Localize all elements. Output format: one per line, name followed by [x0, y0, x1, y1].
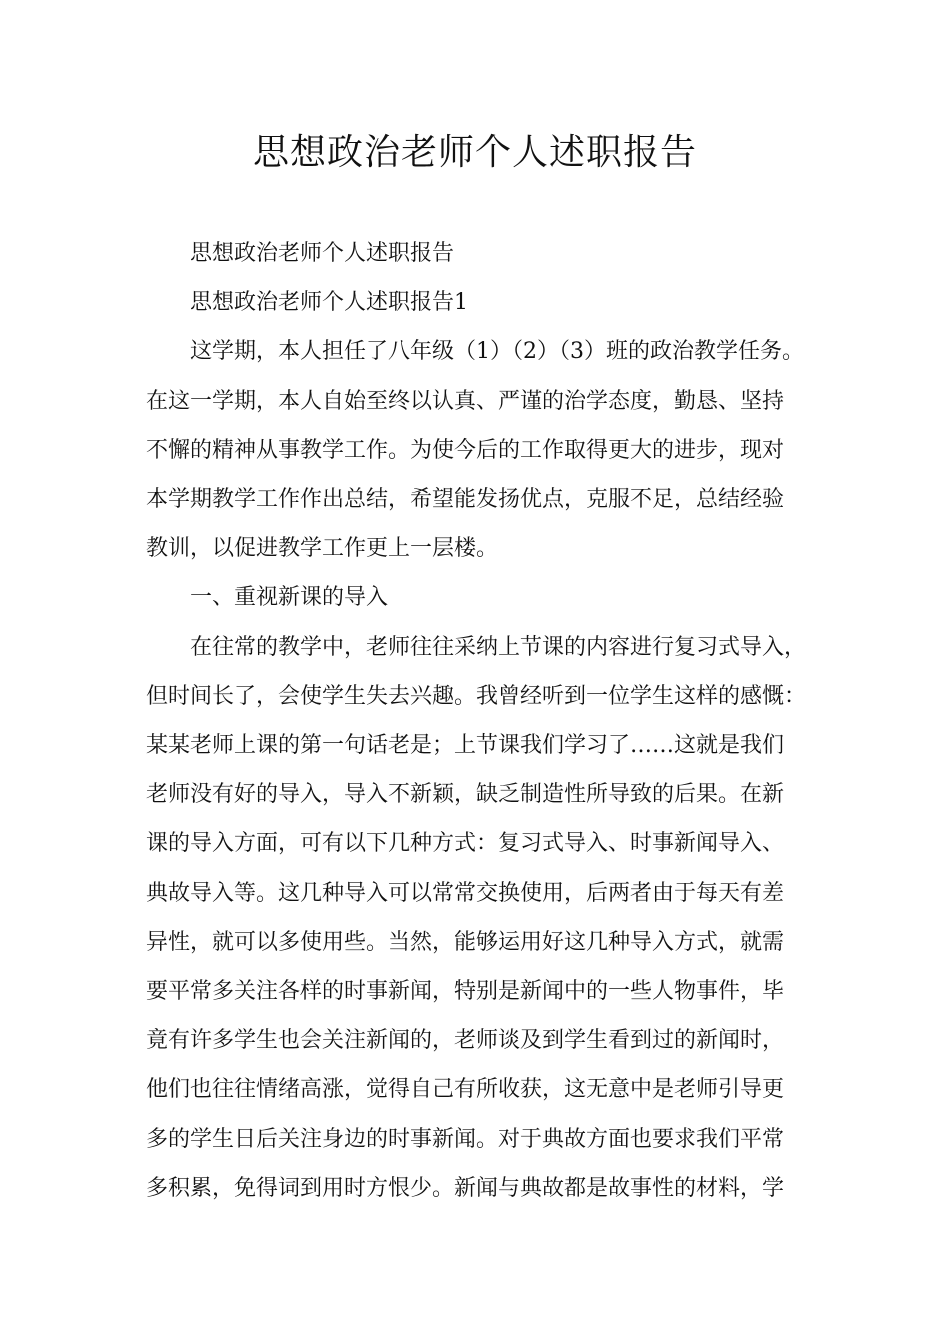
- document-subtitle: 思想政治老师个人述职报告: [190, 241, 455, 266]
- intro-line: 教训，以促进教学工作更上一层楼。: [146, 536, 499, 562]
- point-line: 典故导入等。这几种导入可以常常交换使用，后两者由于每天有差: [146, 880, 785, 906]
- point-line: 课的导入方面，可有以下几种方式：复习式导入、时事新闻导入、: [146, 831, 785, 857]
- point-line: 某某老师上课的第一句话老是；上节课我们学习了……这就是我们: [146, 733, 785, 759]
- point-line: 在往常的教学中，老师往往采纳上节课的内容进行复习式导入，: [190, 634, 807, 660]
- point-line: 异性，就可以多使用些。当然，能够运用好这几种导入方式，就需: [146, 929, 785, 955]
- point-line: 竟有许多学生也会关注新闻的，老师谈及到学生看到过的新闻时，: [146, 1028, 785, 1054]
- intro-line: 不懈的精神从事教学工作。为使今后的工作取得更大的进步，现对: [146, 437, 785, 463]
- document-body: [146, 229, 836, 1213]
- point-line: 要平常多关注各样的时事新闻，特别是新闻中的一些人物事件，毕: [146, 979, 785, 1005]
- point-heading: 一、重视新课的导入: [190, 585, 389, 611]
- point-line: 多积累，免得词到用时方恨少。新闻与典故都是故事性的材料，学: [146, 1175, 785, 1201]
- section-heading: 思想政治老师个人述职报告1: [190, 290, 468, 316]
- point-line: 但时间长了，会使学生失去兴趣。我曾经听到一位学生这样的感慨：: [146, 683, 807, 709]
- intro-line: 这学期，本人担任了八年级（1）（2）（3）班的政治教学任务。: [190, 339, 804, 365]
- intro-line: 本学期教学工作作出总结，希望能发扬优点，克服不足，总结经验: [146, 487, 785, 513]
- point-line: 多的学生日后关注身边的时事新闻。对于典故方面也要求我们平常: [146, 1126, 785, 1152]
- point-line: 老师没有好的导入，导入不新颖，缺乏制造性所导致的后果。在新: [146, 782, 785, 808]
- document-title: 思想政治老师个人述职报告: [252, 132, 697, 173]
- intro-line: 在这一学期，本人自始至终以认真、严谨的治学态度，勤恳、坚持: [146, 388, 785, 414]
- point-line: 他们也往往情绪高涨，觉得自己有所收获，这无意中是老师引导更: [146, 1077, 785, 1103]
